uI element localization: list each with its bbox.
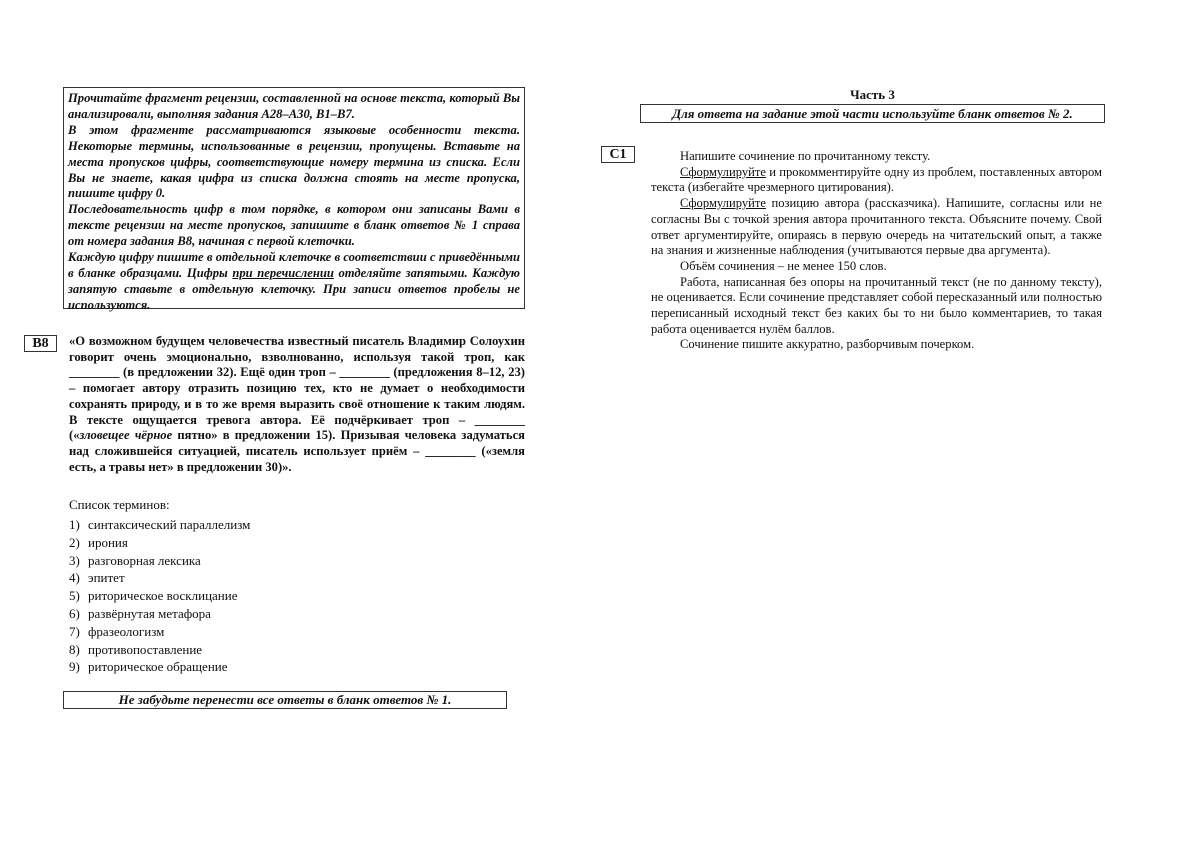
reminder-box: Не забудьте перенести все ответы в бланк ответов № 1. bbox=[63, 691, 507, 709]
term-text: развёрнутая метафора bbox=[88, 605, 211, 621]
review-text: пятно» в предложении 15). Призывая человека задуматься над сложившейся ситуацией, писатель использует приём – ________ («земля есть, а травы нет» в предложении 30)». bbox=[69, 428, 525, 474]
term-number: 9) bbox=[69, 659, 80, 675]
term-text: риторическое обращение bbox=[88, 659, 228, 675]
term-item bbox=[69, 605, 250, 623]
term-item bbox=[69, 552, 250, 570]
review-paragraph bbox=[69, 334, 525, 475]
terms-list-title: Список терминов: bbox=[69, 497, 170, 512]
term-number: 7) bbox=[69, 623, 80, 639]
instruction-paragraph: В этом фрагменте рассматриваются языковые особенности текста. Некоторые термины, использованные в рецензии, пропущены. Вставьте на места пропусков цифры, соответствующие номеру термина из списка. Если Вы не знаете, какая цифра из списка должна стоять на месте пропуска, пишите цифру 0. bbox=[68, 122, 520, 201]
review-italic-text: зловещее чёрное bbox=[79, 428, 173, 443]
essay-underlined-text: Сформулируйте bbox=[680, 164, 766, 179]
term-number: 2) bbox=[69, 534, 80, 550]
term-text: противопоставление bbox=[88, 641, 203, 657]
term-item bbox=[69, 623, 250, 641]
term-text: ирония bbox=[88, 534, 128, 550]
instruction-text: отделяйте запятыми. Каждую запятую ставьте в отдельную клеточку. При записи ответов пробелы не используются. bbox=[68, 265, 520, 312]
term-number: 4) bbox=[69, 570, 80, 586]
essay-text: позицию автора (рассказчика). Напишите, согласны или не согласны Вы с точкой зрения автора прочитанного текста. Объясните почему. Свой ответ аргументируйте, опираясь в первую очередь на читательский опыт, а также на знания и жизненные наблюдения (учитываются первые два аргумента). bbox=[651, 196, 1102, 258]
essay-paragraph: Сочинение пишите аккуратно, разборчивым почерком. bbox=[680, 337, 975, 352]
instruction-paragraph: Последовательность цифр в том порядке, в котором они записаны Вами в тексте рецензии на месте пропусков, запишите в бланк ответов № 1 справа от номера задания В8, начиная с первой клеточки. bbox=[68, 202, 520, 249]
term-item bbox=[69, 534, 250, 552]
term-text: риторическое восклицание bbox=[88, 588, 238, 604]
part-note-box: Для ответа на задание этой части используйте бланк ответов № 2. bbox=[640, 104, 1105, 123]
term-number: 6) bbox=[69, 605, 80, 621]
term-text: синтаксический параллелизм bbox=[88, 517, 251, 532]
term-number: 1) bbox=[69, 517, 80, 532]
essay-underlined-text: Сформулируйте bbox=[680, 196, 766, 211]
essay-paragraph: Работа, написанная без опоры на прочитанный текст (не по данному тексту), не оценивается. Если сочинение представляет собой пересказанный или полностью переписанный исходный текст без каких бы то ни было комментариев, то такая работа оценивается нулём баллов. bbox=[651, 274, 1102, 336]
instruction-box bbox=[63, 87, 525, 312]
review-fragment bbox=[69, 334, 525, 475]
term-item bbox=[69, 587, 250, 605]
essay-paragraph: Напишите сочинение по прочитанному тексту. bbox=[680, 149, 931, 163]
instruction-text: Каждую цифру пишите в отдельной клеточке в соответствии с приведёнными в бланке образцами. Цифры bbox=[68, 250, 520, 280]
review-text: «О возможном будущем человечества известный писатель Владимир Солоухин говорит очень эмоционально, взволнованно, используя такой троп, как ________ (в предложении 32). Ещё один троп – ________ (предложения 8–12, 23) – помогает автору отразить позицию тех, кто не думает о необходимости сохранять природу, и в то же время выразить своё отношение к таким людям. В тексте ощущается тревога автора. Её подчёркивает троп – ________ (« bbox=[69, 334, 525, 443]
term-number: 8) bbox=[69, 641, 80, 657]
part-title: Часть 3 bbox=[850, 87, 895, 102]
term-text: эпитет bbox=[88, 570, 125, 586]
instruction-paragraph: Прочитайте фрагмент рецензии, составленной на основе текста, который Вы анализировали, выполняя задания А28–А30, В1–В7. bbox=[68, 91, 520, 121]
term-item bbox=[69, 641, 250, 659]
term-text: разговорная лексика bbox=[88, 552, 201, 568]
term-item bbox=[69, 516, 250, 534]
essay-text: и прокомментируйте одну из проблем, поставленных автором текста (избегайте чрезмерного цитирования). bbox=[651, 164, 1102, 195]
term-text: фразеологизм bbox=[88, 623, 165, 639]
term-item bbox=[69, 658, 250, 676]
term-number: 5) bbox=[69, 588, 80, 604]
term-number: 3) bbox=[69, 552, 80, 568]
essay-paragraph bbox=[651, 165, 1102, 196]
term-item bbox=[69, 569, 250, 587]
essay-paragraph: Объём сочинения – не менее 150 слов. bbox=[680, 258, 887, 273]
task-number-c1: С1 bbox=[601, 146, 635, 163]
essay-task bbox=[651, 149, 1102, 353]
instruction-underlined-text: при перечислении bbox=[232, 265, 334, 280]
terms-list bbox=[69, 516, 250, 676]
task-number-b8: В8 bbox=[24, 335, 57, 352]
instruction-paragraph bbox=[68, 250, 520, 314]
essay-paragraph bbox=[651, 196, 1102, 259]
